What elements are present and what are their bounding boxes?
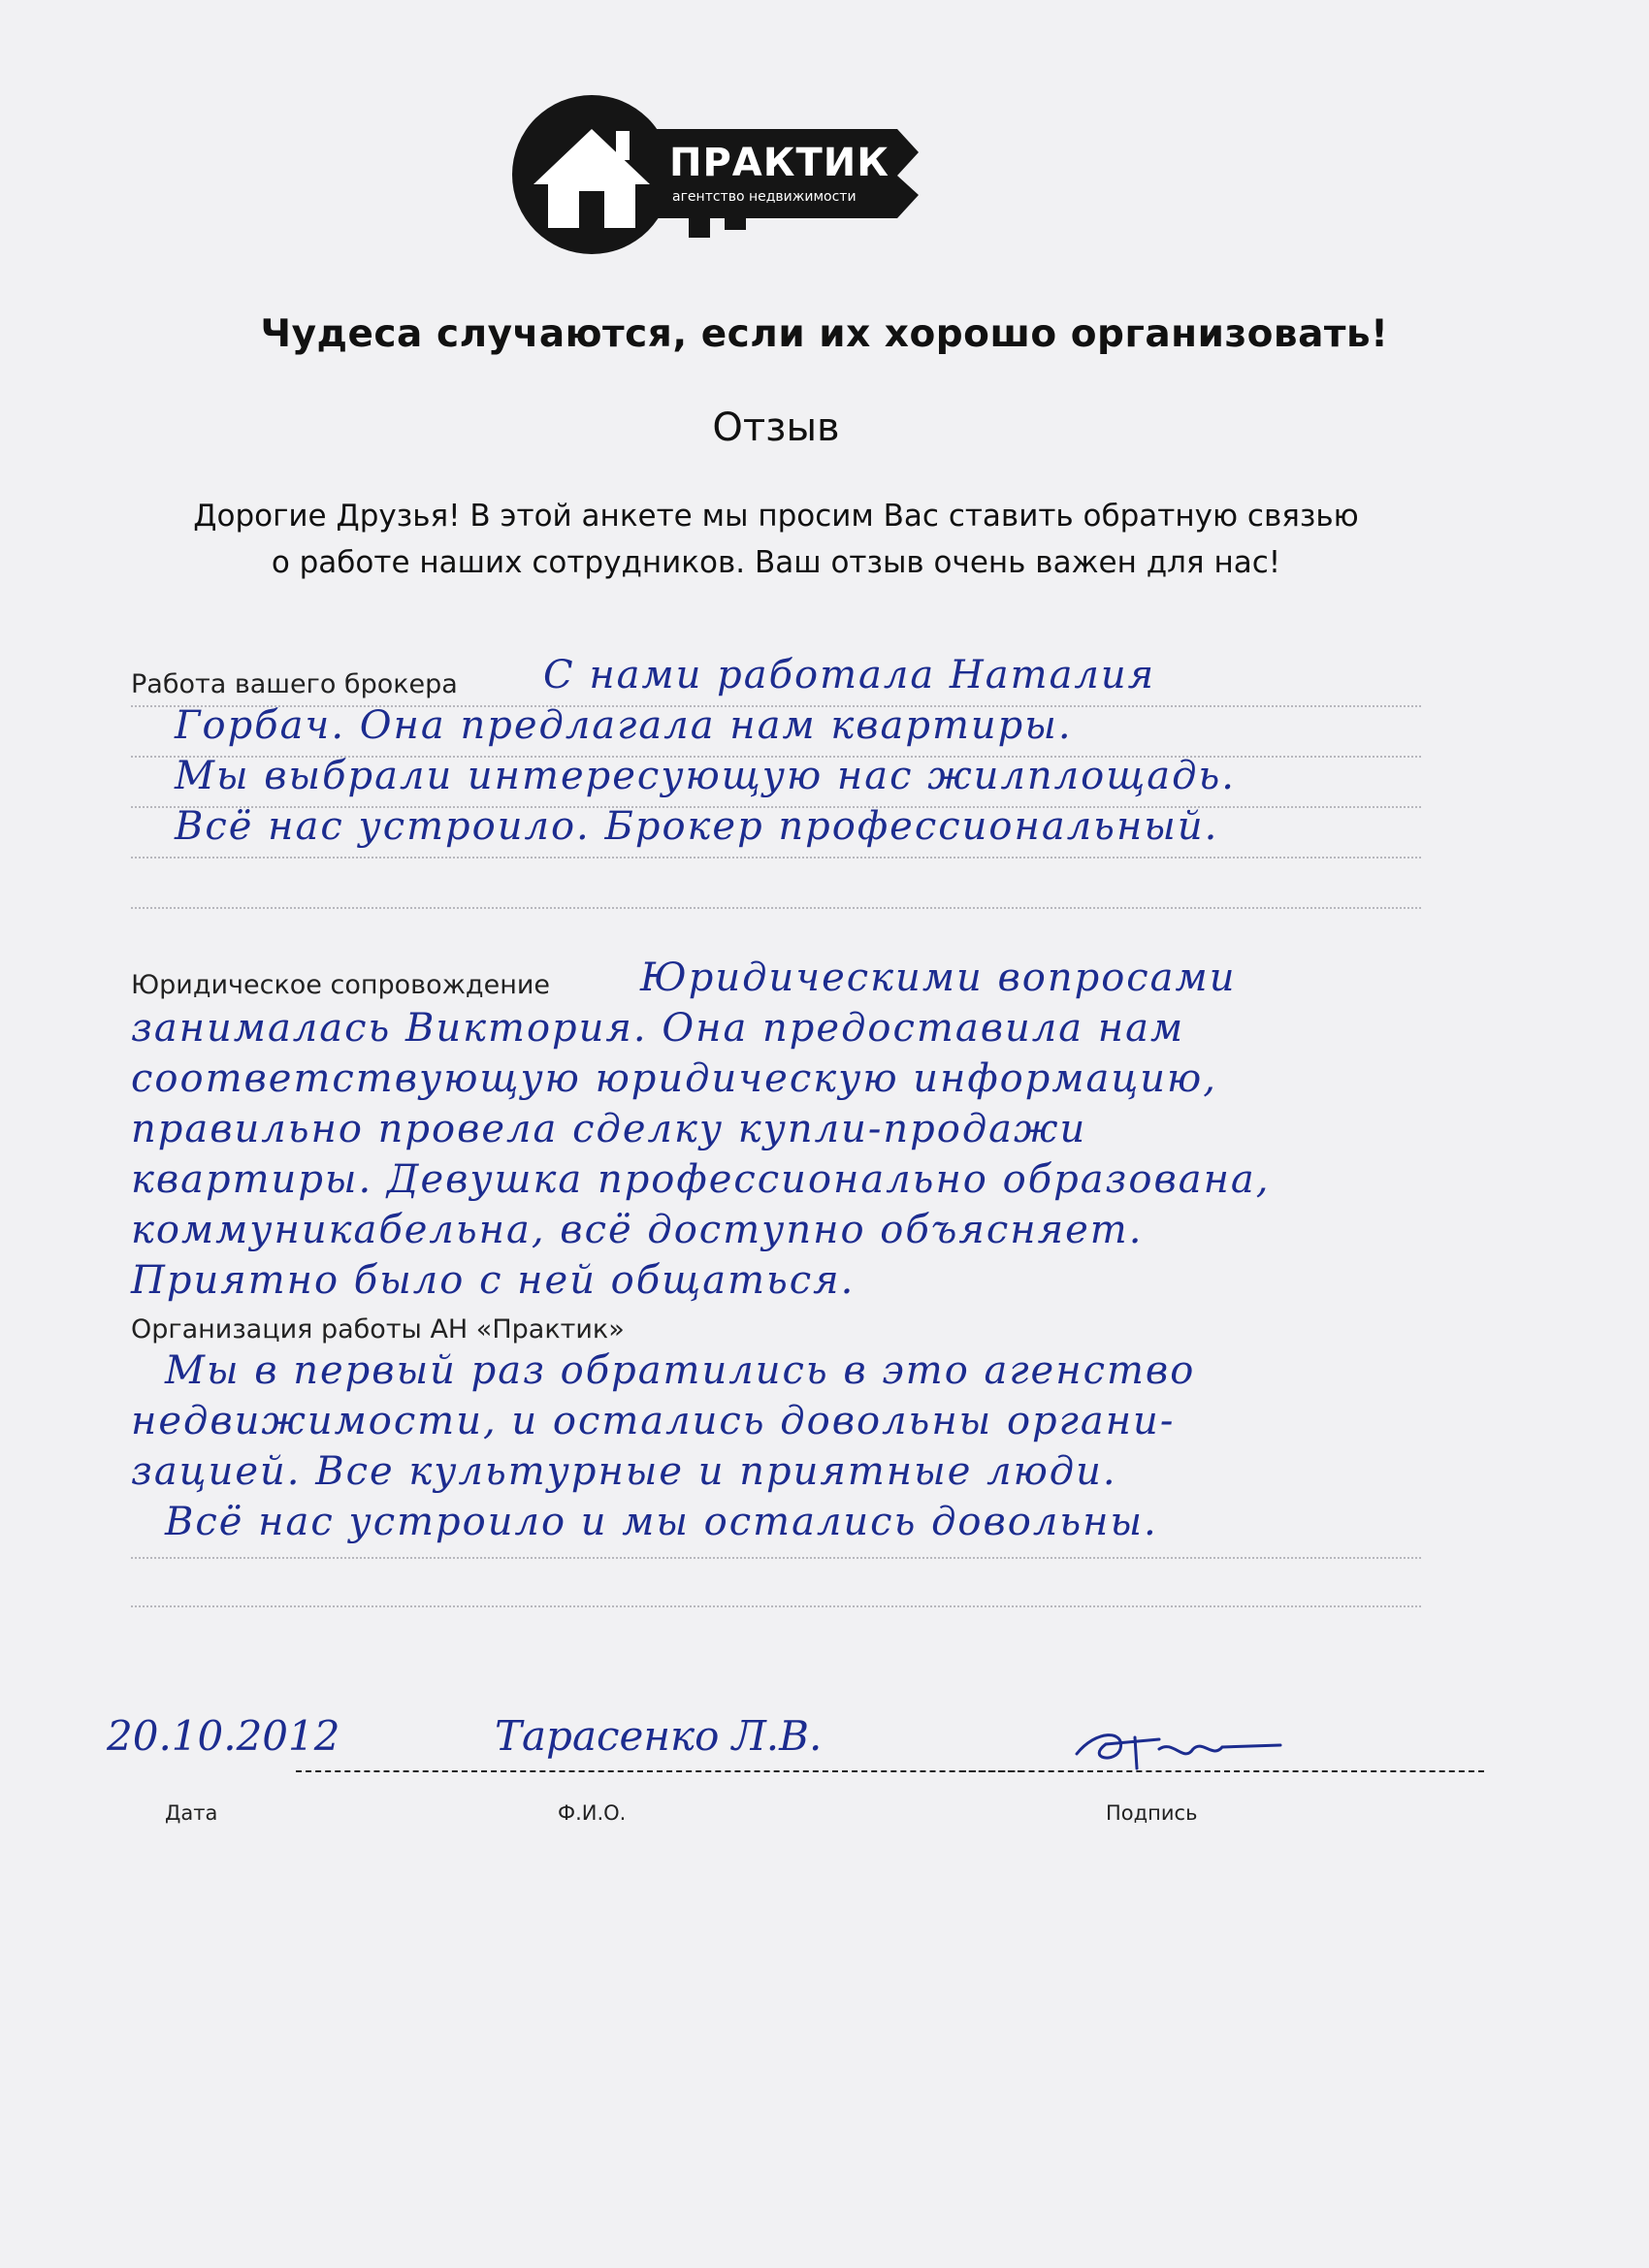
intro-line-1: Дорогие Друзья! В этой анкете мы просим Вас ставить обратную связью	[193, 499, 1359, 534]
answer-line	[131, 857, 1421, 859]
handwritten-line: правильно провела сделку купли-продажи	[131, 1107, 1087, 1151]
answer-line	[131, 705, 1421, 707]
name-caption: Ф.И.О.	[558, 1801, 627, 1825]
handwritten-line: Юридическими вопросами	[640, 956, 1237, 1000]
section-label: Организация работы АН «Практик»	[131, 1314, 625, 1345]
handwritten-line: Горбач. Она предлагала нам квартиры.	[175, 703, 1073, 748]
praktik-logo	[500, 92, 926, 257]
name-value: Тарасенко Л.В.	[495, 1712, 823, 1760]
intro-line-2: о работе наших сотрудников. Ваш отзыв очень важен для нас!	[271, 545, 1281, 580]
section-broker	[131, 645, 1421, 936]
handwritten-line: занималась Виктория. Она предоставила нам	[131, 1006, 1185, 1051]
answer-line	[131, 806, 1421, 808]
handwritten-line: Мы выбрали интересующую нас жилплощадь.	[175, 754, 1236, 798]
section-agency	[131, 1314, 1421, 1625]
handwritten-line: Всё нас устроило и мы остались довольны.	[165, 1500, 1158, 1544]
handwritten-line: коммуникабельна, всё доступно объясняет.	[131, 1208, 1144, 1252]
handwritten-line: С нами работала Наталия	[543, 653, 1156, 697]
section-label: Работа вашего брокера	[131, 669, 458, 699]
answer-line	[131, 1557, 1421, 1559]
name-line	[296, 1770, 1023, 1772]
section-label: Юридическое сопровождение	[131, 970, 550, 1000]
logo-brand-text: ПРАКТИК	[669, 141, 889, 185]
section-legal	[131, 956, 1421, 1305]
slogan: Чудеса случаются, если их хорошо организовать!	[260, 312, 1389, 356]
handwritten-line: недвижимости, и остались довольны органи-	[131, 1399, 1176, 1443]
handwritten-line: Приятно было с ней общаться.	[131, 1258, 856, 1303]
signature-scribble-icon	[1067, 1720, 1290, 1778]
logo-tagline-text: агентство недвижимости	[672, 189, 857, 205]
answer-line	[131, 907, 1421, 909]
date-value: 20.10.2012	[107, 1712, 340, 1760]
handwritten-line: Мы в первый раз обратились в это агенство	[165, 1348, 1196, 1393]
handwritten-line: соответствующую юридическую информацию,	[131, 1056, 1217, 1101]
handwritten-line: зацией. Все культурные и приятные люди.	[131, 1449, 1117, 1494]
intro-text	[116, 493, 1436, 586]
handwritten-line: Всё нас устроило. Брокер профессиональный.	[175, 804, 1219, 849]
date-caption: Дата	[165, 1801, 218, 1825]
page-title: Отзыв	[712, 405, 840, 450]
handwritten-line: квартиры. Девушка профессионально образована,	[131, 1157, 1271, 1202]
answer-line	[131, 756, 1421, 758]
signature-row	[107, 1712, 1397, 1829]
answer-line	[131, 1605, 1421, 1607]
signature-caption: Подпись	[1106, 1801, 1198, 1825]
